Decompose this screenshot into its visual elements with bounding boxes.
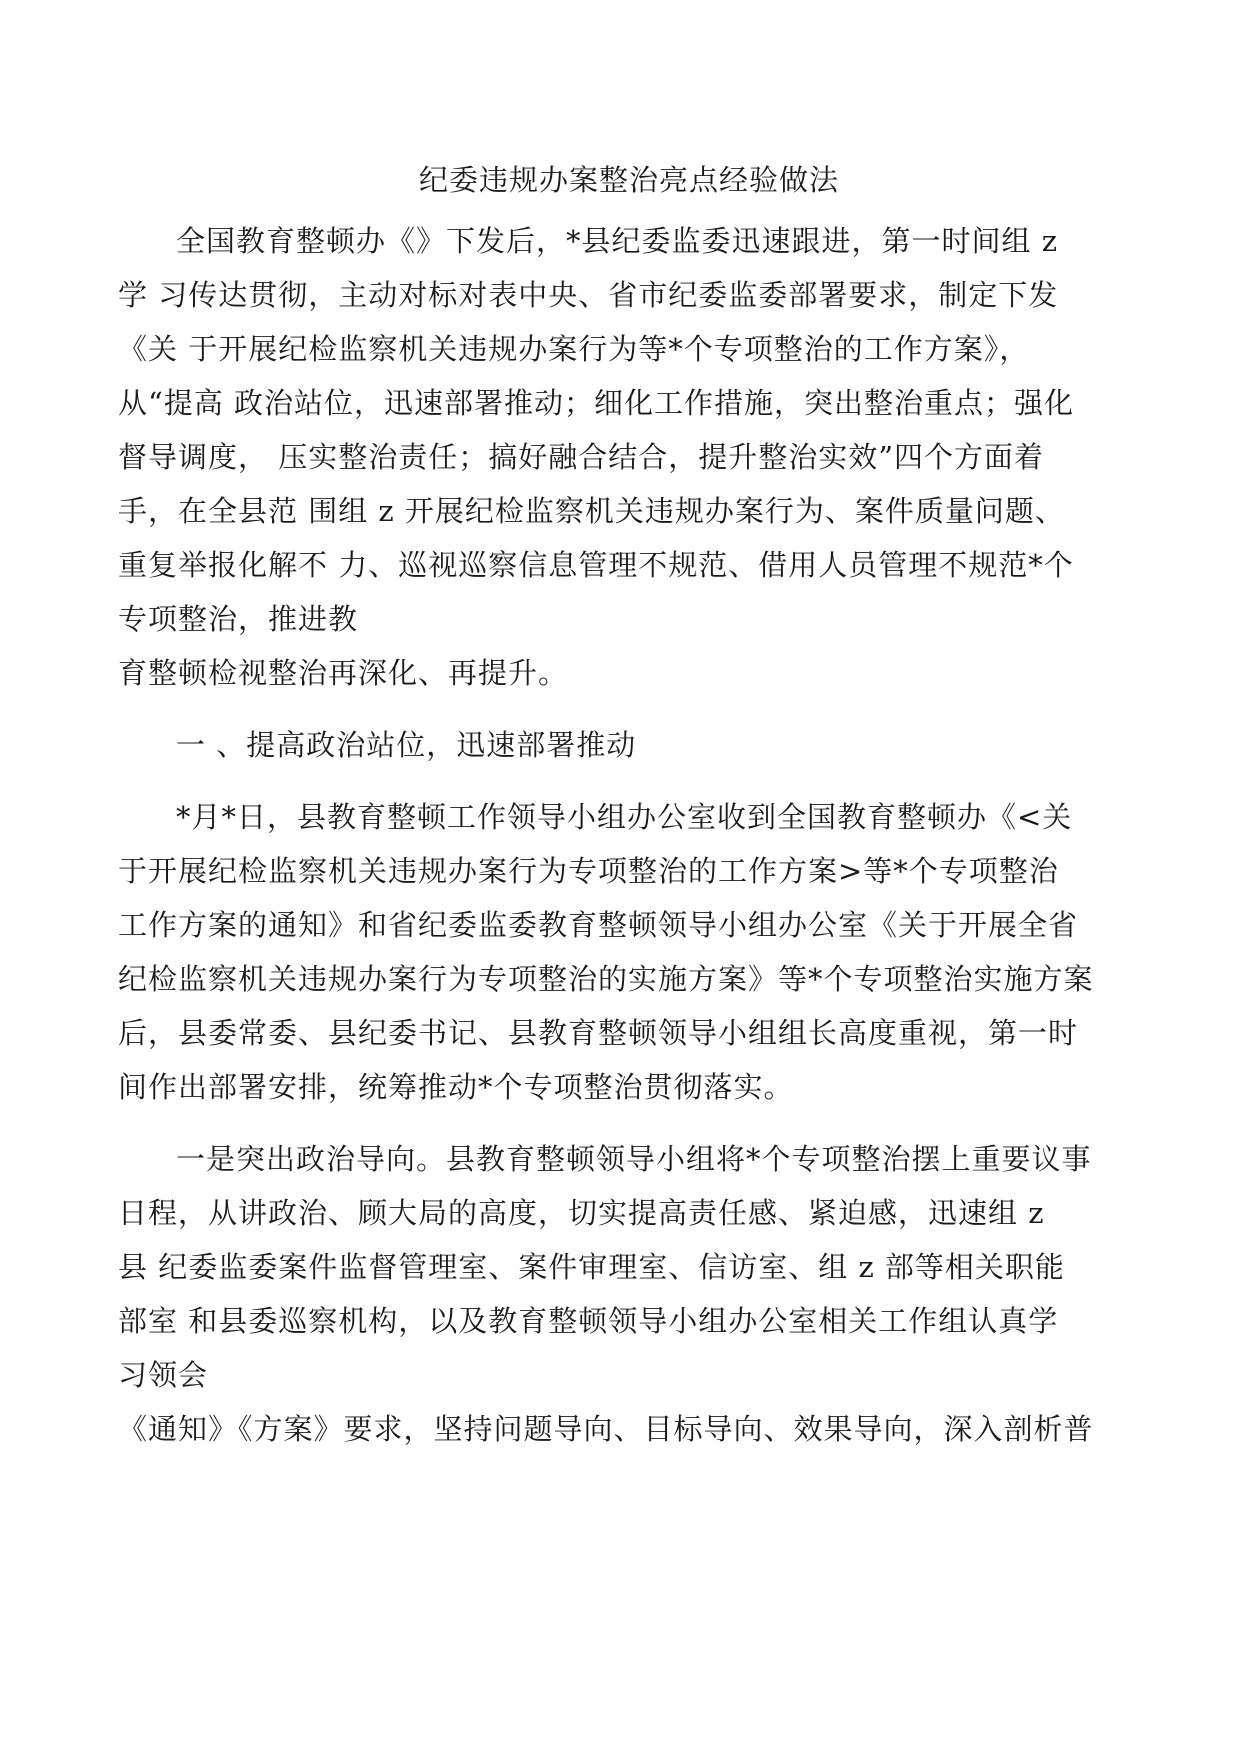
text-line: 全国教育整顿办《》下发后，*县纪委监委迅速跟进，第一时间组 z [176,224,1058,258]
section1-paragraph [118,790,1120,1114]
document-page [118,160,1120,1456]
text-line: 县 纪委监委案件监督管理室、案件审理室、信访室、组 z 部等相关职能 [118,1250,1065,1284]
text-line: 后，县委常委、县纪委书记、县教育整顿领导小组组长高度重视，第一时 [118,1016,1079,1050]
intro-paragraph [118,214,1120,700]
document-title: 纪委违规办案整治亮点经验做法 [418,163,839,197]
text-line: 手，在全县范 围组 z 开展纪检监察机关违规办案行为、案件质量问题、 [118,494,1065,528]
text-line: 于开展纪检监察机关违规办案行为专项整治的工作方案>等*个专项整治 [118,854,1059,888]
text-line: 《关 于开展纪检监察机关违规办案行为等*个专项整治的工作方案》， [118,332,1030,366]
spacer [118,772,1120,790]
text-line: 重复举报化解不 力、巡视巡察信息管理不规范、借用人员管理不规范*个 [118,548,1074,582]
section-heading: 一 、提高政治站位，迅速部署推动 [176,728,637,762]
text-line: 间作出部署安排，统筹推动*个专项整治贯彻落实。 [118,1070,794,1104]
text-line: 专项整治，推进教 [118,602,359,636]
text-line: 日程，从讲政治、顾大局的高度，切实提高责任感、紧迫感，迅速组 z [118,1196,1045,1230]
text-line: 学 习传达贯彻，主动对标对表中央、省市纪委监委部署要求，制定下发 [118,278,1059,312]
text-line: 工作方案的通知》和省纪委监委教育整顿领导小组办公室《关于开展全省 [118,908,1079,942]
spacer [118,1114,1120,1132]
text-line: 一是突出政治导向。县教育整顿领导小组将*个专项整治摆上重要议事 [176,1142,1092,1176]
text-line: *月*日，县教育整顿工作领导小组办公室收到全国教育整顿办《<关 [176,800,1073,834]
spacer [118,700,1120,718]
text-line: 纪检监察机关违规办案行为专项整治的实施方案》等*个专项整治实施方案 [118,962,1094,996]
point1-paragraph [118,1132,1120,1456]
text-line: 督导调度， 压实整治责任；搞好融合结合，提升整治实效”四个方面着 [118,440,1045,474]
text-line: 习领会 [118,1358,209,1392]
text-line: 育整顿检视整治再深化、再提升。 [118,656,569,690]
text-line: 从“提高 政治站位，迅速部署推动；细化工作措施，突出整治重点；强化 [118,386,1075,420]
text-line: 部室 和县委巡察机构，以及教育整顿领导小组办公室相关工作组认真学 [118,1304,1059,1338]
text-line: 《通知》《方案》要求，坚持问题导向、目标导向、效果导向，深入剖析普 [118,1412,1094,1446]
